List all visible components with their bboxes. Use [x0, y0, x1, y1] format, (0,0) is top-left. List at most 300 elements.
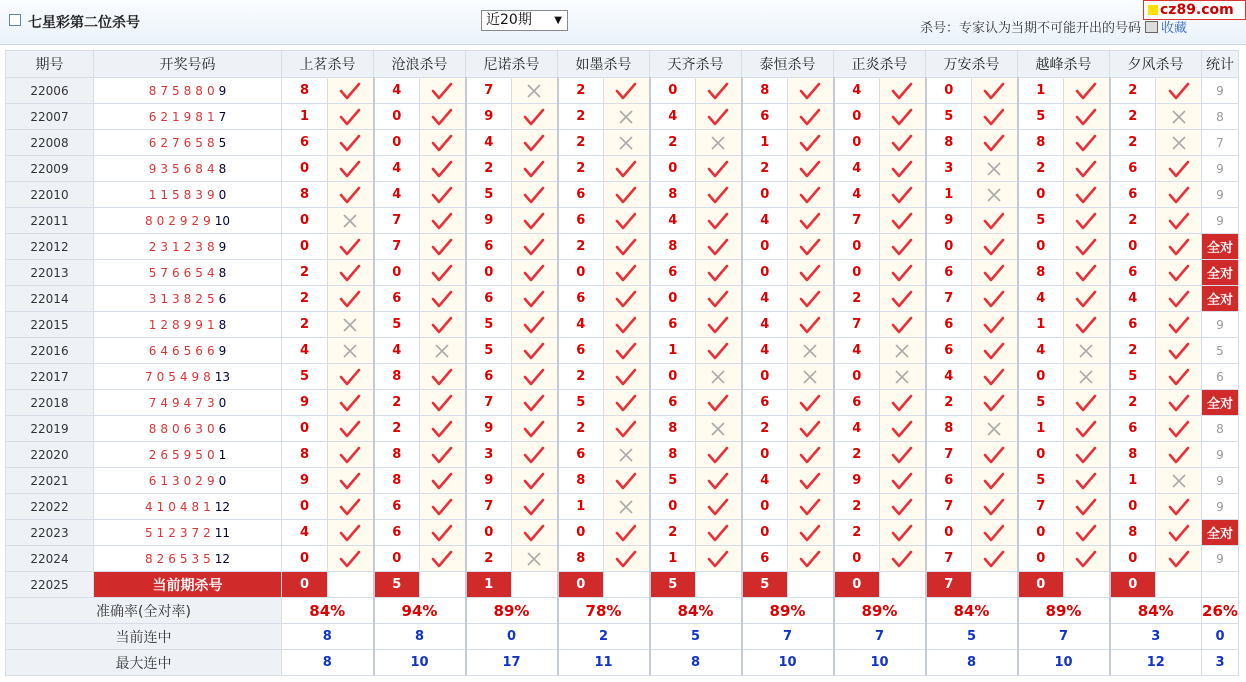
check-icon — [788, 134, 833, 152]
kill-number-cell: 7 — [374, 208, 420, 234]
miss-cross-cell — [696, 130, 742, 156]
draw-digits: 880630 — [148, 421, 219, 436]
hit-check-cell — [604, 520, 650, 546]
table-row — [6, 260, 1239, 286]
favorite-link[interactable]: 收藏 — [1161, 21, 1188, 36]
check-icon — [420, 108, 465, 126]
table-row — [6, 520, 1239, 546]
table-row — [6, 338, 1239, 364]
kill-number-cell: 7 — [466, 390, 512, 416]
hit-check-cell — [788, 520, 834, 546]
hit-check-cell — [328, 416, 374, 442]
period-cell: 22020 — [6, 442, 94, 468]
page-title: 七星彩第二位杀号 — [28, 15, 140, 31]
cross-icon — [788, 343, 833, 359]
draw-extra: 8 — [218, 317, 227, 332]
miss-cross-cell — [696, 416, 742, 442]
kill-number-cell: 2 — [374, 390, 420, 416]
draw-digits: 115839 — [148, 187, 219, 202]
check-icon — [604, 160, 649, 178]
check-icon — [788, 524, 833, 542]
kill-number-cell: 7 — [374, 234, 420, 260]
period-cell: 22017 — [6, 364, 94, 390]
draw-numbers-cell — [94, 104, 282, 130]
kill-number-cell: 6 — [742, 104, 788, 130]
hit-check-cell — [420, 208, 466, 234]
hit-check-cell — [1064, 130, 1110, 156]
hit-check-cell — [328, 390, 374, 416]
check-icon — [880, 238, 925, 256]
hit-check-cell — [604, 156, 650, 182]
hit-check-cell — [328, 260, 374, 286]
table-row — [6, 390, 1239, 416]
check-icon — [512, 316, 557, 334]
hit-check-cell — [880, 208, 926, 234]
check-icon — [604, 316, 649, 334]
kill-number-cell: 0 — [742, 442, 788, 468]
kill-number-cell: 0 — [1018, 364, 1064, 390]
check-icon — [880, 550, 925, 568]
max-streak-row — [6, 650, 1239, 676]
period-cell: 22013 — [6, 260, 94, 286]
check-icon — [1156, 524, 1201, 542]
col-header-expert: 尼诺杀号 — [466, 51, 558, 78]
current-streak-value: 7 — [1018, 624, 1110, 650]
hit-check-cell — [880, 468, 926, 494]
draw-numbers-cell — [94, 182, 282, 208]
check-icon — [420, 186, 465, 204]
hit-check-cell — [880, 390, 926, 416]
check-icon — [512, 134, 557, 152]
hit-check-cell — [420, 416, 466, 442]
hit-check-cell — [420, 234, 466, 260]
draw-numbers-cell — [94, 260, 282, 286]
col-header-expert: 万安杀号 — [926, 51, 1018, 78]
table-row — [6, 416, 1239, 442]
hit-check-cell — [512, 182, 558, 208]
kill-number-cell: 2 — [834, 286, 880, 312]
kill-number-cell: 6 — [558, 442, 604, 468]
hit-check-cell — [696, 312, 742, 338]
kill-number-cell: 1 — [1018, 416, 1064, 442]
kill-number-cell: 6 — [742, 390, 788, 416]
check-icon — [1156, 446, 1201, 464]
check-icon — [1064, 316, 1109, 334]
kill-number-cell: 4 — [650, 208, 696, 234]
check-icon — [328, 238, 373, 256]
kill-number-cell: 8 — [1018, 260, 1064, 286]
kill-number-cell: 6 — [926, 338, 972, 364]
hit-check-cell — [604, 364, 650, 390]
draw-extra: 6 — [218, 291, 227, 306]
kill-number-cell: 0 — [466, 520, 512, 546]
draw-extra: 9 — [218, 83, 227, 98]
draw-extra: 0 — [218, 473, 227, 488]
check-icon — [1156, 238, 1201, 256]
miss-cross-cell — [512, 546, 558, 572]
check-icon — [788, 82, 833, 100]
hit-check-cell — [512, 468, 558, 494]
hit-check-cell — [328, 520, 374, 546]
kill-number-cell: 8 — [1110, 442, 1156, 468]
kill-number-cell: 4 — [742, 312, 788, 338]
favorite-icon[interactable] — [1145, 21, 1158, 33]
draw-numbers-cell — [94, 468, 282, 494]
kill-number-cell: 0 — [650, 364, 696, 390]
kill-number-cell: 7 — [1018, 494, 1064, 520]
current-kill-number: 1 — [466, 572, 512, 598]
kill-number-cell: 2 — [650, 130, 696, 156]
kill-number-cell: 8 — [282, 78, 328, 104]
miss-cross-cell — [1064, 364, 1110, 390]
hit-check-cell — [604, 286, 650, 312]
kill-number-cell: 0 — [650, 156, 696, 182]
hit-check-cell — [512, 130, 558, 156]
draw-digits: 875880 — [148, 83, 219, 98]
hit-check-cell — [788, 182, 834, 208]
cross-icon — [512, 83, 557, 99]
kill-number-cell: 6 — [1110, 312, 1156, 338]
check-icon — [788, 238, 833, 256]
kill-number-cell: 4 — [742, 338, 788, 364]
kill-number-cell: 5 — [558, 390, 604, 416]
kill-number-cell: 6 — [650, 312, 696, 338]
max-streak-value: 10 — [742, 650, 834, 676]
current-kill-blank — [788, 572, 834, 598]
kill-number-cell: 9 — [466, 468, 512, 494]
check-icon — [1064, 212, 1109, 230]
check-icon — [1064, 472, 1109, 490]
check-icon — [604, 524, 649, 542]
check-icon — [972, 524, 1017, 542]
col-header-draw: 开奖号码 — [94, 51, 282, 78]
hit-check-cell — [420, 494, 466, 520]
hit-check-cell — [788, 234, 834, 260]
cross-icon — [420, 343, 465, 359]
check-icon — [696, 82, 741, 100]
stat-cell: 6 — [1202, 364, 1239, 390]
kill-number-cell: 4 — [466, 130, 512, 156]
kill-number-cell: 0 — [374, 104, 420, 130]
check-icon — [880, 394, 925, 412]
kill-number-cell: 1 — [742, 130, 788, 156]
period-cell: 22010 — [6, 182, 94, 208]
hit-check-cell — [604, 416, 650, 442]
hit-check-cell — [1064, 416, 1110, 442]
check-icon — [420, 472, 465, 490]
hit-check-cell — [420, 156, 466, 182]
period-cell: 22014 — [6, 286, 94, 312]
draw-digits: 935684 — [148, 161, 219, 176]
watermark-logo: cz89.com — [1143, 0, 1246, 20]
kill-number-cell: 6 — [1110, 260, 1156, 286]
check-icon — [696, 394, 741, 412]
table-row — [6, 104, 1239, 130]
check-icon — [604, 394, 649, 412]
hit-check-cell — [1156, 494, 1202, 520]
hit-check-cell — [972, 390, 1018, 416]
draw-extra: 8 — [218, 161, 227, 176]
period-cell: 22024 — [6, 546, 94, 572]
check-icon — [1064, 394, 1109, 412]
kill-number-cell: 8 — [650, 416, 696, 442]
chevron-down-icon: ▼ — [554, 15, 562, 26]
period-cell: 22018 — [6, 390, 94, 416]
kill-number-cell: 0 — [374, 260, 420, 286]
hit-check-cell — [1156, 390, 1202, 416]
kill-number-cell: 0 — [1018, 546, 1064, 572]
check-icon — [512, 524, 557, 542]
cross-icon — [788, 369, 833, 385]
draw-numbers-cell — [94, 494, 282, 520]
hit-check-cell — [512, 338, 558, 364]
kill-number-cell: 4 — [558, 312, 604, 338]
check-icon — [788, 264, 833, 282]
hit-check-cell — [1156, 208, 1202, 234]
check-icon — [512, 212, 557, 230]
hit-check-cell — [604, 390, 650, 416]
draw-extra: 10 — [214, 213, 231, 228]
check-icon — [1064, 108, 1109, 126]
col-header-expert: 天齐杀号 — [650, 51, 742, 78]
hit-check-cell — [696, 468, 742, 494]
draw-extra: 7 — [218, 109, 227, 124]
kill-number-table — [5, 50, 1239, 676]
kill-number-cell: 2 — [1110, 390, 1156, 416]
check-icon — [1156, 264, 1201, 282]
kill-number-cell: 8 — [374, 364, 420, 390]
table-row — [6, 156, 1239, 182]
miss-cross-cell — [1156, 468, 1202, 494]
check-icon — [420, 394, 465, 412]
kill-number-cell: 6 — [742, 546, 788, 572]
kill-number-cell: 0 — [374, 130, 420, 156]
check-icon — [972, 212, 1017, 230]
table-row — [6, 182, 1239, 208]
check-icon — [420, 498, 465, 516]
kill-number-cell: 0 — [834, 260, 880, 286]
kill-number-cell: 6 — [558, 338, 604, 364]
table-row — [6, 364, 1239, 390]
max-streak-overall: 3 — [1202, 650, 1239, 676]
hit-check-cell — [512, 364, 558, 390]
check-icon — [1156, 394, 1201, 412]
current-streak-value: 5 — [650, 624, 742, 650]
hit-check-cell — [696, 494, 742, 520]
max-streak-value: 17 — [466, 650, 558, 676]
current-streak-value: 2 — [558, 624, 650, 650]
kill-number-cell: 6 — [466, 286, 512, 312]
draw-digits: 128991 — [148, 317, 219, 332]
check-icon — [880, 264, 925, 282]
kill-number-cell: 2 — [282, 312, 328, 338]
check-icon — [328, 394, 373, 412]
draw-extra: 1 — [218, 447, 227, 462]
kill-number-cell: 8 — [650, 442, 696, 468]
cross-icon — [604, 447, 649, 463]
kill-number-cell: 0 — [834, 546, 880, 572]
kill-number-cell: 4 — [742, 286, 788, 312]
draw-digits: 646566 — [148, 343, 219, 358]
kill-number-cell: 0 — [1018, 234, 1064, 260]
check-icon — [880, 316, 925, 334]
period-cell: 22006 — [6, 78, 94, 104]
col-header-expert: 如墨杀号 — [558, 51, 650, 78]
draw-digits: 802929 — [144, 213, 215, 228]
hit-check-cell — [696, 442, 742, 468]
kill-number-cell: 6 — [1110, 182, 1156, 208]
hit-check-cell — [1156, 234, 1202, 260]
hit-check-cell — [512, 416, 558, 442]
kill-number-cell: 2 — [558, 364, 604, 390]
check-icon — [420, 264, 465, 282]
table-header-row — [6, 51, 1239, 78]
kill-number-cell: 9 — [282, 390, 328, 416]
kill-number-cell: 9 — [466, 104, 512, 130]
miss-cross-cell — [972, 182, 1018, 208]
kill-number-cell: 6 — [466, 364, 512, 390]
table-row — [6, 234, 1239, 260]
hit-check-cell — [604, 312, 650, 338]
draw-extra: 13 — [214, 369, 231, 384]
hit-check-cell — [328, 182, 374, 208]
check-icon — [880, 186, 925, 204]
draw-extra: 12 — [214, 551, 231, 566]
accuracy-value: 84% — [926, 598, 1018, 624]
check-icon — [512, 368, 557, 386]
hit-check-cell — [972, 364, 1018, 390]
stat-cell: 7 — [1202, 130, 1239, 156]
hit-check-cell — [512, 312, 558, 338]
hit-check-cell — [420, 286, 466, 312]
accuracy-value: 89% — [834, 598, 926, 624]
current-kill-number: 5 — [374, 572, 420, 598]
check-icon — [788, 472, 833, 490]
table-row — [6, 286, 1239, 312]
hit-check-cell — [788, 130, 834, 156]
check-icon — [1064, 264, 1109, 282]
check-icon — [696, 342, 741, 360]
check-icon — [788, 186, 833, 204]
hit-check-cell — [788, 208, 834, 234]
hit-check-cell — [512, 234, 558, 260]
hit-check-cell — [604, 208, 650, 234]
period-cell: 22008 — [6, 130, 94, 156]
kill-number-cell: 1 — [558, 494, 604, 520]
hit-check-cell — [420, 364, 466, 390]
kill-number-cell: 2 — [1018, 156, 1064, 182]
cross-icon — [880, 369, 925, 385]
cross-icon — [604, 135, 649, 151]
current-streak-overall: 0 — [1202, 624, 1239, 650]
hit-check-cell — [420, 468, 466, 494]
check-icon — [696, 186, 741, 204]
hit-check-cell — [512, 390, 558, 416]
cross-icon — [972, 421, 1017, 437]
draw-digits: 410481 — [144, 499, 215, 514]
hit-check-cell — [880, 286, 926, 312]
miss-cross-cell — [880, 364, 926, 390]
kill-number-cell: 5 — [282, 364, 328, 390]
check-icon — [880, 472, 925, 490]
col-header-expert: 越峰杀号 — [1018, 51, 1110, 78]
miss-cross-cell — [604, 442, 650, 468]
kill-number-cell: 5 — [466, 338, 512, 364]
hit-check-cell — [880, 260, 926, 286]
hit-check-cell — [788, 312, 834, 338]
hit-check-cell — [880, 546, 926, 572]
kill-number-cell: 2 — [466, 546, 512, 572]
check-icon — [328, 446, 373, 464]
check-icon — [880, 420, 925, 438]
check-icon — [788, 446, 833, 464]
stat-cell: 全对 — [1202, 260, 1239, 286]
kill-number-cell: 0 — [1110, 494, 1156, 520]
kill-number-cell: 8 — [650, 234, 696, 260]
kill-number-cell: 8 — [558, 468, 604, 494]
kill-number-cell: 8 — [374, 468, 420, 494]
miss-cross-cell — [328, 338, 374, 364]
kill-number-cell: 0 — [926, 78, 972, 104]
cross-icon — [604, 499, 649, 515]
check-icon — [1064, 550, 1109, 568]
kill-number-cell: 2 — [742, 416, 788, 442]
stat-cell: 全对 — [1202, 234, 1239, 260]
kill-number-cell: 4 — [834, 156, 880, 182]
hit-check-cell — [328, 78, 374, 104]
kill-number-cell: 6 — [558, 182, 604, 208]
draw-extra: 0 — [218, 395, 227, 410]
period-select[interactable] — [481, 10, 568, 31]
hit-check-cell — [1156, 338, 1202, 364]
miss-cross-cell — [328, 312, 374, 338]
kill-number-cell: 8 — [742, 78, 788, 104]
kill-number-cell: 7 — [834, 208, 880, 234]
kill-number-cell: 5 — [466, 182, 512, 208]
miss-cross-cell — [788, 338, 834, 364]
hit-check-cell — [972, 286, 1018, 312]
draw-numbers-cell — [94, 234, 282, 260]
hit-check-cell — [512, 520, 558, 546]
kill-number-cell: 6 — [1110, 156, 1156, 182]
check-icon — [696, 290, 741, 308]
hit-check-cell — [512, 156, 558, 182]
accuracy-value: 89% — [466, 598, 558, 624]
col-header-expert: 泰恒杀号 — [742, 51, 834, 78]
draw-digits: 621981 — [148, 109, 219, 124]
max-streak-value: 8 — [282, 650, 374, 676]
kill-number-cell: 8 — [282, 442, 328, 468]
check-icon — [1156, 212, 1201, 230]
kill-number-cell: 8 — [1018, 130, 1064, 156]
cross-icon — [604, 109, 649, 125]
kill-number-cell: 6 — [926, 260, 972, 286]
kill-number-cell: 5 — [1018, 104, 1064, 130]
max-streak-value: 10 — [374, 650, 466, 676]
check-icon — [604, 368, 649, 386]
hit-check-cell — [788, 260, 834, 286]
kill-number-cell: 5 — [1110, 364, 1156, 390]
kill-number-cell: 0 — [650, 286, 696, 312]
current-streak-label: 当前连中 — [6, 624, 282, 650]
miss-cross-cell — [604, 104, 650, 130]
miss-cross-cell — [972, 416, 1018, 442]
check-icon — [328, 368, 373, 386]
kill-number-cell: 0 — [282, 546, 328, 572]
current-kill-number: 5 — [650, 572, 696, 598]
kill-number-cell: 2 — [558, 78, 604, 104]
check-icon — [604, 212, 649, 230]
